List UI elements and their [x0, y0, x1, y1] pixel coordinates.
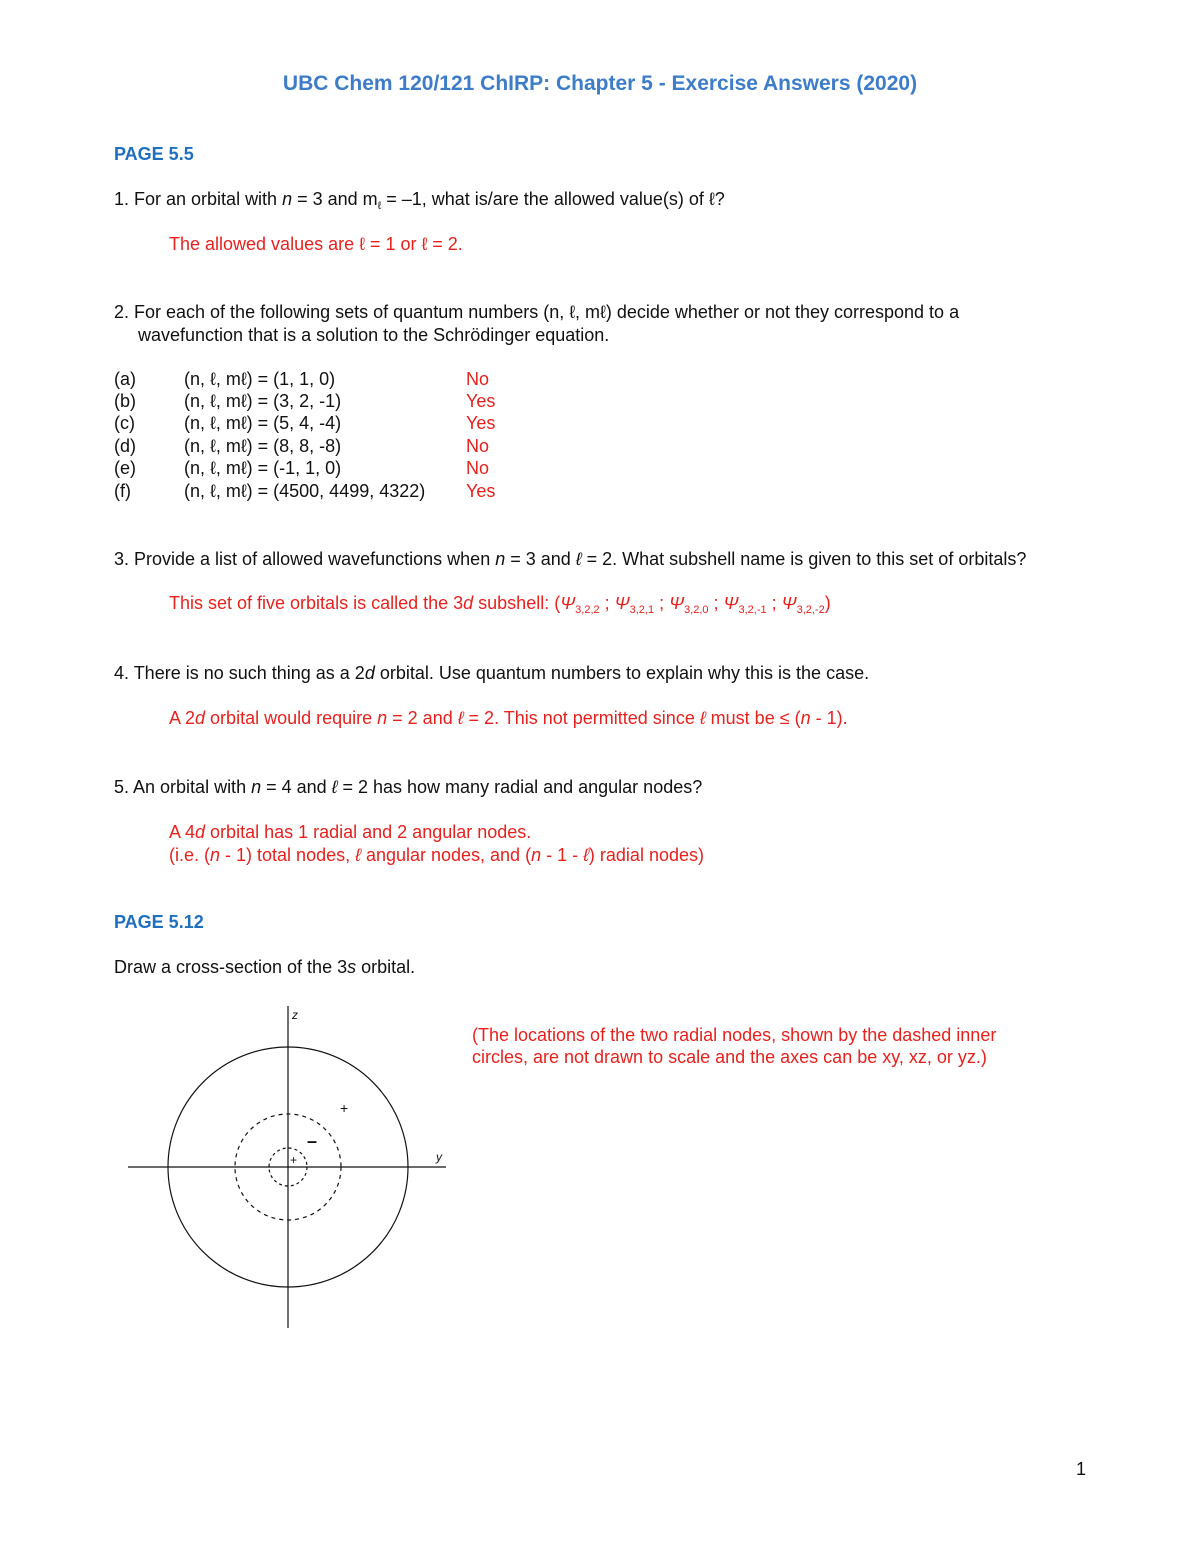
table-row: (d) (n, ℓ, mℓ) = (8, 8, -8) No: [114, 436, 490, 456]
section-heading-5-12: PAGE 5.12: [114, 912, 204, 932]
table-row: (c) (n, ℓ, mℓ) = (5, 4, -4) Yes: [114, 413, 496, 433]
section-heading-5-5: PAGE 5.5: [114, 144, 194, 164]
table-row: (a) (n, ℓ, mℓ) = (1, 1, 0) No: [114, 369, 490, 389]
question-2-line-1: 2. For each of the following sets of quantum numbers (n, ℓ, mℓ) decide whether or not they correspond to a: [114, 302, 960, 322]
answer-5-line-1: A 4d orbital has 1 radial and 2 angular nodes.: [169, 822, 532, 842]
question-3: 3. Provide a list of allowed wavefunctions when n = 3 and ℓ = 2. What subshell name is given to this set of orbitals?: [114, 549, 1027, 569]
answer-3: This set of five orbitals is called the 3d subshell: ($\Psi_{3,2,2}$ ; $\Psi_{3,2,1}$ ; $\Psi_{3,2,0}$ ; $\Psi_{3,2,-1}$ ; $\Psi_{3,2,-2}$): [169, 593, 831, 616]
sign-inner-lobe: +: [290, 1153, 298, 1167]
diagram-note-line-2: circles, are not drawn to scale and the axes can be xy, xz, or yz.): [472, 1047, 987, 1067]
table-row: (f) (n, ℓ, mℓ) = (4500, 4499, 4322) Yes: [114, 481, 496, 501]
document-title: UBC Chem 120/121 ChIRP: Chapter 5 - Exercise Answers (2020): [282, 72, 918, 95]
answer-5-line-2: (i.e. (n - 1) total nodes, ℓ angular nodes, and (n - 1 - ℓ) radial nodes): [169, 845, 704, 865]
question-1: 1. For an orbital with n = 3 and $m_\ell = -1$, what is/are the allowed value(s) of ℓ?: [114, 189, 725, 212]
sign-outer-lobe: +: [340, 1100, 349, 1116]
question-4: 4. There is no such thing as a 2d orbital. Use quantum numbers to explain why this is the case.: [114, 663, 870, 683]
table-row: (e) (n, ℓ, mℓ) = (-1, 1, 0) No: [114, 458, 490, 478]
question-5: 5. An orbital with n = 4 and ℓ = 2 has how many radial and angular nodes?: [114, 777, 703, 797]
y-axis-label: y: [436, 1150, 442, 1164]
page-number: 1: [1076, 1459, 1087, 1479]
question-2-line-2: wavefunction that is a solution to the Schrödinger equation.: [138, 325, 610, 345]
table-row: (b) (n, ℓ, mℓ) = (3, 2, -1) Yes: [114, 391, 496, 411]
answer-1: The allowed values are ℓ = 1 or ℓ = 2.: [169, 234, 463, 254]
drawing-prompt: Draw a cross-section of the 3s orbital.: [114, 957, 416, 977]
diagram-note-line-1: (The locations of the two radial nodes, shown by the dashed inner: [472, 1025, 997, 1045]
z-axis-label: z: [292, 1008, 298, 1022]
answer-4: A 2d orbital would require n = 2 and ℓ = 2. This not permitted since ℓ must be ≤ (n - 1).: [169, 708, 848, 728]
sign-middle-lobe: –: [307, 1131, 318, 1151]
